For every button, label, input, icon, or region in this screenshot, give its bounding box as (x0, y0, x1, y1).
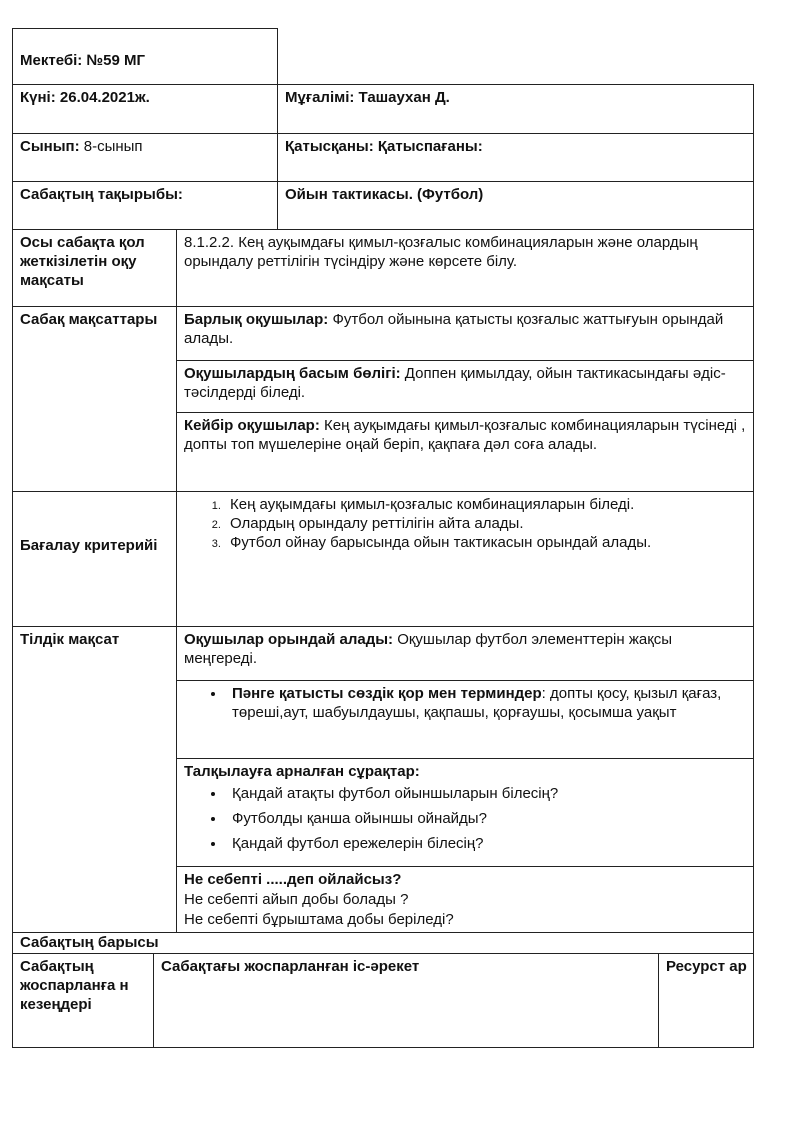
class-value: 8-сынып (83, 138, 143, 155)
why-item: Не себепті айып добы болады ? (184, 891, 409, 908)
vocab-text: : допты қосу, қызыл қағаз, төреші,аут, шабуылдаушы, қақпашы, қорғаушы, қосымша уақыт (232, 685, 722, 721)
col-resources-header: Ресурст ар (666, 958, 747, 975)
questions-cell (177, 759, 753, 856)
criteria-label: Бағалау критерийі (20, 537, 158, 554)
goal-all-students (177, 307, 753, 348)
topic-value: Ойын тактикасы. (Футбол) (285, 186, 484, 203)
class-cell (13, 134, 277, 156)
goal-some-students (177, 413, 753, 454)
progress-title: Сабақтың барысы (20, 934, 159, 951)
goal-all-label: Барлық оқушылар: (184, 311, 329, 328)
language-can-text: Оқушылар футбол элементтерін жақсы меңгереді. (184, 631, 673, 667)
vocab-label: Пәнге қатысты сөздік қор мен терминдер (232, 685, 542, 702)
vocab-list (184, 684, 733, 722)
school-name: Мектебі: №59 МГ (20, 52, 146, 69)
questions-list (184, 781, 747, 856)
col-stage-header: Сабақтың жоспарланға н кезеңдері (20, 958, 129, 1013)
teacher-name: Мұғалімі: Ташаухан Д. (285, 89, 450, 106)
why-item: Не себепті бұрыштама добы беріледі? (184, 911, 454, 928)
objectives-label: Осы сабақта қол жеткізілетін оқу мақсаты (20, 234, 145, 289)
goal-most-label: Оқушылардың басым бөлігі: (184, 365, 401, 382)
class-label: Сынып: (20, 138, 80, 155)
question-item: • Қандай атақты футбол ойыншыларын білесің? (226, 781, 747, 806)
goal-some-label: Кейбір оқушылар: (184, 417, 320, 434)
lesson-date: Күні: 26.04.2021ж. (20, 89, 150, 106)
questions-label: Талқылауға арналған сұрақтар: (184, 763, 420, 780)
language-can-label: Оқушылар орындай алады: (184, 631, 394, 648)
vocab-item (226, 684, 733, 722)
why-label: Не себепті .....деп ойлайсыз? (184, 871, 402, 888)
col-activity-header: Сабақтағы жоспарланған іс-әрекет (161, 958, 420, 975)
criteria-list-cell (177, 492, 753, 552)
criteria-item: 2. Олардың орындалу реттілігін айта алады. (224, 514, 713, 533)
goal-most-text: Доппен қимылдау, ойын тактикасындағы әдіс-тәсілдерді біледі. (184, 365, 726, 401)
criteria-item: 3. Футбол ойнау барысында ойын тактикасын орындай алады. (224, 533, 713, 552)
goal-all-text: Футбол ойынына қатысты қозғалыс жаттығуын орындай алады. (184, 311, 724, 347)
criteria-list (184, 495, 713, 552)
question-item: • Қандай футбол ережелерін білесің? (226, 831, 747, 856)
objectives-text: 8.1.2.2. Кең ауқымдағы қимыл-қозғалыс комбинацияларын және олардың орындалу реттілігін түсіндіру және көрсете білу. (184, 234, 698, 270)
language-label: Тілдік мақсат (20, 631, 120, 648)
criteria-item: 1. Кең ауқымдағы қимыл-қозғалыс комбинацияларын біледі. (224, 495, 713, 514)
lesson-goals-label: Сабақ мақсаттары (20, 311, 158, 328)
why-cell (177, 867, 753, 930)
topic-label: Сабақтың тақырыбы: (20, 186, 183, 203)
attendance: Қатысқаны: Қатыспағаны: (285, 138, 483, 155)
language-can (177, 627, 753, 668)
goal-some-text: Кең ауқымдағы қимыл-қозғалыс комбинацияларын түсінеді , допты топ мүшелеріне оңай беріп, қақпаға дәл соға алады. (184, 417, 746, 453)
goal-most-students (177, 361, 753, 402)
question-item: • Футболды қанша ойыншы ойнайды? (226, 806, 747, 831)
vocab-cell (177, 681, 753, 722)
